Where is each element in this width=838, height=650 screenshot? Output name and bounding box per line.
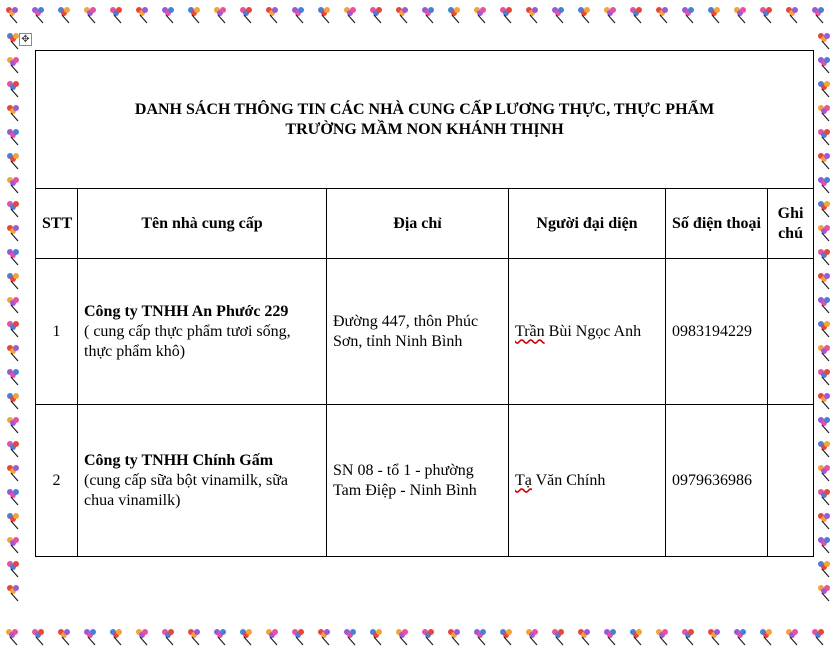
spellcheck-word[interactable]: Trần [515,322,545,340]
balloon-icon [136,629,148,645]
balloon-icon [162,7,174,23]
balloon-icon [396,7,408,23]
balloon-icon [734,7,746,23]
title-line-2: TRƯỜNG MẦM NON KHÁNH THỊNH [285,120,564,138]
balloon-icon [500,7,512,23]
balloon-icon [526,629,538,645]
balloon-icon [7,369,19,385]
balloon-icon [818,297,830,313]
document-title [36,51,814,189]
representative-name: Bùi Ngọc Anh [544,322,642,340]
balloon-icon [214,629,226,645]
balloon-icon [266,7,278,23]
balloon-icon [344,629,356,645]
balloon-icon [786,7,798,23]
balloon-icon [7,489,19,505]
balloon-icon [162,629,174,645]
header-stt: STT [36,189,78,259]
balloon-icon [266,629,278,645]
balloon-icon [682,7,694,23]
balloon-icon [448,629,460,645]
company-description: ( cung cấp thực phẩm tươi sống, thực phẩm khô) [84,322,291,360]
balloon-icon [7,273,19,289]
row-phone: 0979636986 [666,405,768,557]
balloon-icon [7,465,19,481]
balloon-icon [7,249,19,265]
balloon-icon [7,105,19,121]
balloon-icon [7,177,19,193]
balloon-border-icon-left [0,0,28,650]
balloon-icon [188,629,200,645]
balloon-icon [818,321,830,337]
balloon-icon [84,7,96,23]
company-description: (cung cấp sữa bột vinamilk, sữa chua vinamilk) [84,471,288,509]
balloon-icon [7,585,19,601]
balloon-icon [7,33,19,49]
header-address: Địa chỉ [327,189,509,259]
balloon-icon [370,629,382,645]
balloon-icon [7,225,19,241]
balloon-icon [7,201,19,217]
balloon-icon [292,7,304,23]
row-phone: 0983194229 [666,259,768,405]
balloon-icon [292,629,304,645]
balloon-icon [818,153,830,169]
balloon-icon [604,7,616,23]
row-supplier [78,259,327,405]
balloon-icon [422,7,434,23]
balloon-icon [7,441,19,457]
company-name: Công ty TNHH An Phước 229 [84,302,289,320]
balloon-icon [58,7,70,23]
header-name: Tên nhà cung cấp [78,189,327,259]
balloon-icon [818,369,830,385]
balloon-icon [818,177,830,193]
table-header-row [36,189,814,259]
balloon-icon [818,513,830,529]
balloon-icon [760,629,772,645]
balloon-icon [818,345,830,361]
balloon-icon [630,7,642,23]
balloon-icon [818,465,830,481]
row-stt: 1 [36,259,78,405]
row-note [768,405,814,557]
balloon-icon [7,129,19,145]
balloon-icon [7,81,19,97]
balloon-icon [7,417,19,433]
row-address: SN 08 - tổ 1 - phường Tam Điệp - Ninh Bình [327,405,509,557]
balloon-icon [370,7,382,23]
balloon-icon [578,7,590,23]
row-supplier [78,405,327,557]
row-address: Đường 447, thôn Phúc Sơn, tỉnh Ninh Bình [327,259,509,405]
balloon-icon [818,585,830,601]
balloon-icon [214,7,226,23]
balloon-icon [240,629,252,645]
balloon-icon [578,629,590,645]
balloon-icon [818,417,830,433]
balloon-icon [818,489,830,505]
representative-name: Văn Chính [531,471,606,489]
balloon-icon [656,629,668,645]
balloon-icon [344,7,356,23]
balloon-icon [7,513,19,529]
supplier-table [35,50,814,557]
balloon-icon [682,629,694,645]
balloon-icon [630,629,642,645]
balloon-icon [604,629,616,645]
balloon-icon [474,629,486,645]
balloon-icon [474,7,486,23]
balloon-icon [818,537,830,553]
title-line-1: DANH SÁCH THÔNG TIN CÁC NHÀ CUNG CẤP LƯƠNG THỰC, THỰC PHẨM [134,100,715,118]
balloon-icon [818,81,830,97]
company-name: Công ty TNHH Chính Gấm [84,451,274,469]
balloon-icon [318,7,330,23]
balloon-icon [708,629,720,645]
balloon-icon [818,129,830,145]
balloon-icon [818,33,830,49]
balloon-icon [818,561,830,577]
balloon-icon [818,273,830,289]
balloon-icon [32,7,44,23]
balloon-icon [818,201,830,217]
balloon-icon [818,57,830,73]
balloon-icon [7,561,19,577]
balloon-icon [552,629,564,645]
balloon-icon [7,57,19,73]
balloon-icon [7,393,19,409]
balloon-icon [552,7,564,23]
balloon-icon [318,629,330,645]
balloon-icon [7,345,19,361]
balloon-icon [110,629,122,645]
spellcheck-word[interactable]: Tạ [515,471,532,489]
table-move-handle-icon[interactable]: ✥ [19,33,32,46]
balloon-icon [422,629,434,645]
header-note: Ghi chú [768,189,814,259]
header-phone: Số điện thoại [666,189,768,259]
balloon-icon [500,629,512,645]
balloon-icon [7,297,19,313]
balloon-icon [188,7,200,23]
table-row [36,405,814,557]
balloon-icon [818,225,830,241]
balloon-icon [7,537,19,553]
row-representative [509,405,666,557]
balloon-icon [786,629,798,645]
balloon-icon [32,629,44,645]
balloon-icon [7,153,19,169]
balloon-icon [7,321,19,337]
balloon-icon [110,7,122,23]
balloon-icon [656,7,668,23]
balloon-border-icon-right [810,0,838,650]
balloon-icon [526,7,538,23]
balloon-border-icon-top [0,0,838,28]
balloon-icon [396,629,408,645]
header-representative: Người đại diện [509,189,666,259]
row-representative [509,259,666,405]
table-row [36,259,814,405]
row-stt: 2 [36,405,78,557]
balloon-icon [448,7,460,23]
balloon-icon [818,441,830,457]
balloon-icon [84,629,96,645]
balloon-icon [708,7,720,23]
balloon-icon [58,629,70,645]
balloon-icon [818,105,830,121]
balloon-icon [818,393,830,409]
row-note [768,259,814,405]
balloon-border-icon-bottom [0,622,838,650]
balloon-icon [240,7,252,23]
balloon-icon [818,249,830,265]
balloon-icon [734,629,746,645]
balloon-icon [136,7,148,23]
balloon-icon [760,7,772,23]
